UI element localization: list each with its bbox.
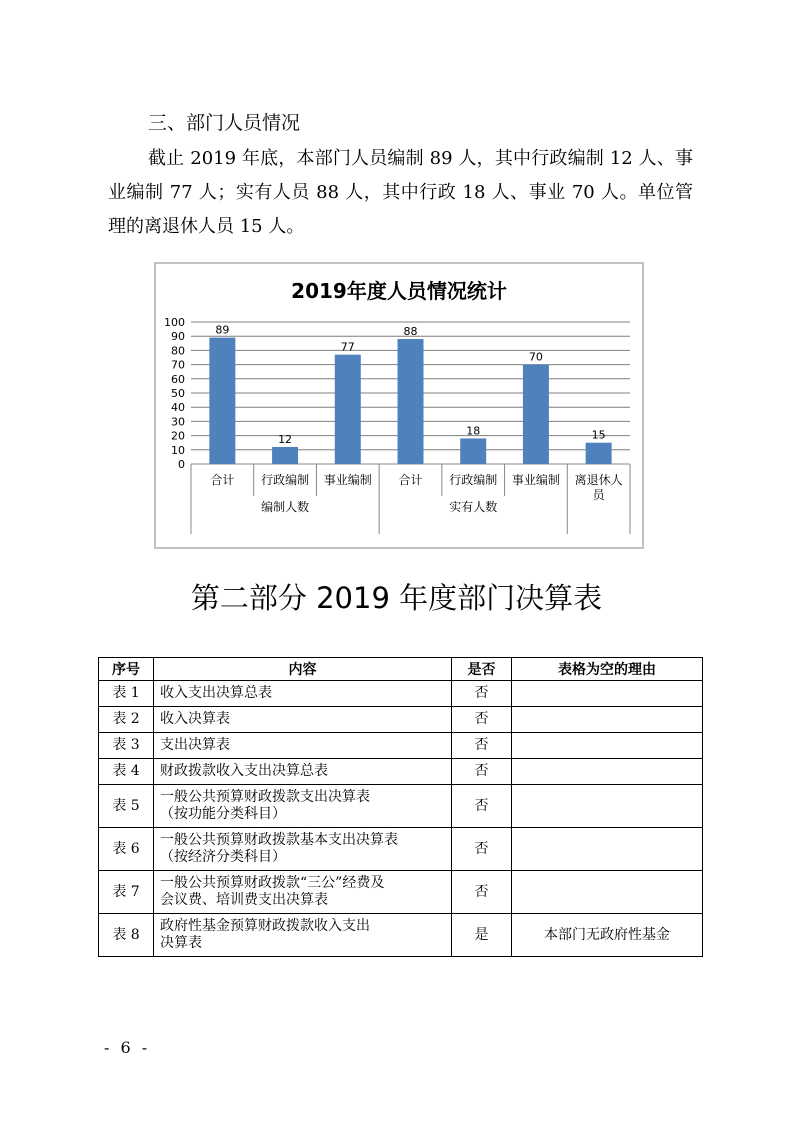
table-row [99, 785, 703, 828]
row-content [154, 681, 452, 707]
y-tick-label: 10 [171, 443, 185, 457]
x-tick-label: 离退休人 [574, 473, 623, 487]
bar [209, 338, 235, 464]
x-tick-label: 行政编制 [261, 473, 310, 487]
y-tick-label: 20 [171, 429, 185, 443]
row-no: 表 1 [99, 681, 154, 707]
row-yn: 否 [452, 759, 512, 785]
row-no: 表 8 [99, 914, 154, 957]
x-tick-label: 员 [592, 488, 605, 502]
row-content [154, 871, 452, 914]
row-content-line: 收入支出决算总表 [160, 685, 272, 701]
row-no: 表 2 [99, 707, 154, 733]
bar [272, 447, 298, 464]
header-reason: 表格为空的理由 [512, 658, 703, 681]
y-tick-label: 100 [164, 316, 185, 329]
table-header-row [99, 658, 703, 681]
bar [335, 355, 361, 464]
header-content: 内容 [154, 658, 452, 681]
row-yn: 否 [452, 707, 512, 733]
row-yn: 否 [452, 733, 512, 759]
row-content-line: （按功能分类科目） [160, 806, 286, 822]
x-tick-label: 合计 [398, 473, 423, 487]
y-tick-label: 40 [171, 401, 185, 415]
row-content-line: 一般公共预算财政拨款基本支出决算表 [160, 832, 398, 848]
data-label: 70 [528, 350, 543, 364]
x-group-label: 实有人数 [449, 500, 498, 514]
row-content [154, 785, 452, 828]
y-tick-label: 90 [171, 330, 185, 344]
row-yn: 否 [452, 828, 512, 871]
bar [586, 443, 612, 464]
header-no: 序号 [99, 658, 154, 681]
table-row [99, 914, 703, 957]
bar [398, 339, 424, 464]
row-content-line: 一般公共预算财政拨款支出决算表 [160, 789, 370, 805]
row-content-line: 财政拨款收入支出决算总表 [160, 763, 328, 779]
row-yn: 是 [452, 914, 512, 957]
row-reason [512, 759, 703, 785]
part-title: 第二部分 2019 年度部门决算表 [190, 581, 603, 615]
row-reason [512, 733, 703, 759]
staff-chart [154, 262, 644, 549]
data-label: 88 [403, 325, 418, 339]
table-row [99, 681, 703, 707]
section-heading: 三、部门人员情况 [148, 112, 301, 134]
row-content [154, 733, 452, 759]
x-tick-label: 事业编制 [323, 473, 372, 487]
row-reason [512, 681, 703, 707]
row-reason: 本部门无政府性基金 [512, 914, 703, 957]
staff-paragraph: 截止 2019 年底，本部门人员编制 89 人，其中行政编制 12 人、事业编制 77 人；实有人员 88 人，其中行政 18 人、事业 70 人。单位管理的离退休人员 15 人。 [108, 148, 693, 237]
table-row [99, 759, 703, 785]
row-no: 表 7 [99, 871, 154, 914]
row-content [154, 914, 452, 957]
row-yn: 否 [452, 785, 512, 828]
y-tick-label: 70 [171, 358, 185, 372]
chart-svg [156, 264, 642, 547]
header-yn: 是否 [452, 658, 512, 681]
x-tick-label: 合计 [210, 473, 235, 487]
table-row [99, 733, 703, 759]
y-tick-label: 50 [171, 387, 185, 400]
row-yn: 否 [452, 871, 512, 914]
page-number: - 6 - [104, 1038, 151, 1057]
row-content [154, 707, 452, 733]
row-reason [512, 871, 703, 914]
row-content-line: 决算表 [160, 935, 202, 951]
table-row [99, 828, 703, 871]
x-tick-label: 行政编制 [449, 473, 498, 487]
row-content-line: （按经济分类科目） [160, 849, 286, 865]
row-content-line: 支出决算表 [160, 737, 230, 753]
data-label: 12 [278, 432, 293, 446]
row-no: 表 6 [99, 828, 154, 871]
table-row [99, 871, 703, 914]
row-content [154, 828, 452, 871]
y-tick-label: 0 [178, 458, 185, 471]
data-label: 89 [215, 323, 230, 337]
budget-table [98, 657, 703, 957]
row-content-line: 政府性基金预算财政拨款收入支出 [160, 918, 370, 934]
row-content-line: 会议费、培训费支出决算表 [160, 892, 328, 908]
y-tick-label: 80 [171, 344, 185, 358]
row-content-line: 一般公共预算财政拨款“三公”经费及 [160, 875, 385, 891]
row-no: 表 3 [99, 733, 154, 759]
row-content-line: 收入决算表 [160, 711, 230, 727]
bar [460, 438, 486, 464]
row-content [154, 759, 452, 785]
row-no: 表 5 [99, 785, 154, 828]
row-yn: 否 [452, 681, 512, 707]
row-reason [512, 828, 703, 871]
row-reason [512, 785, 703, 828]
x-group-label: 编制人数 [261, 500, 310, 514]
table-row [99, 707, 703, 733]
y-tick-label: 30 [171, 415, 185, 429]
y-tick-label: 60 [171, 372, 185, 386]
row-reason [512, 707, 703, 733]
row-no: 表 4 [99, 759, 154, 785]
x-tick-label: 事业编制 [511, 473, 560, 487]
data-label: 77 [340, 340, 355, 354]
chart-title: 2019年度人员情况统计 [291, 279, 507, 303]
data-label: 18 [466, 424, 481, 438]
bar [523, 365, 549, 464]
data-label: 15 [591, 428, 606, 442]
